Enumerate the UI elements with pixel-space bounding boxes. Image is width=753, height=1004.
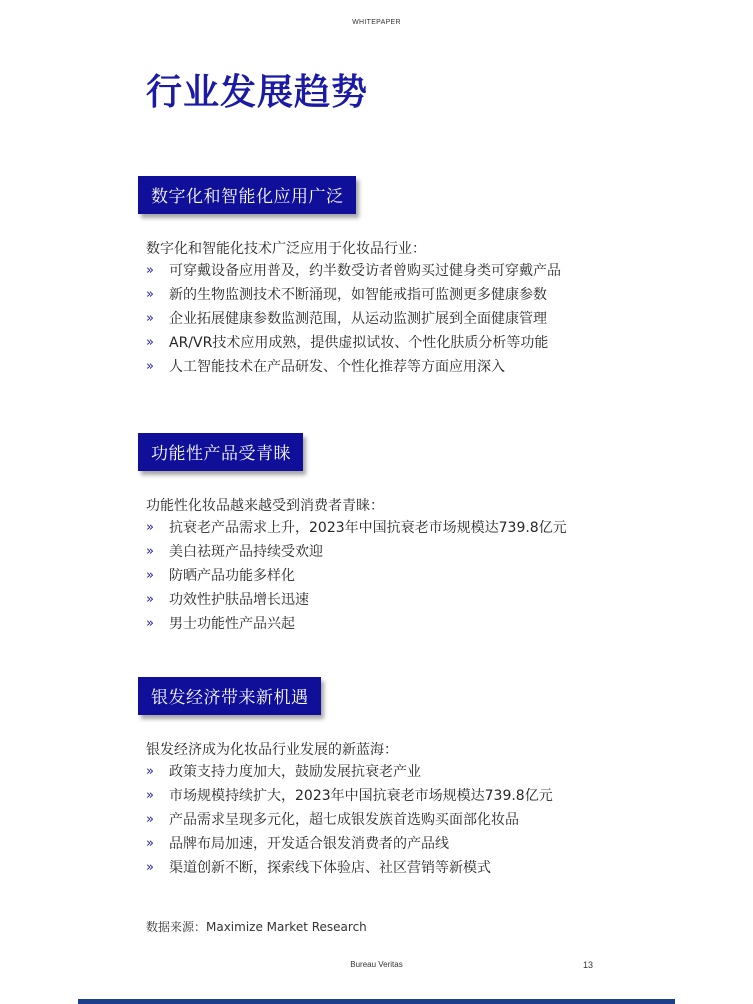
double-chevron-icon: » bbox=[146, 263, 154, 278]
list-item-text: 品牌布局加速，开发适合银发消费者的产品线 bbox=[169, 836, 449, 852]
section-functional-products bbox=[146, 433, 616, 639]
list-item-text: 美白祛斑产品持续受欢迎 bbox=[169, 544, 323, 560]
list-item-text: 企业拓展健康参数监测范围，从运动监测扩展到全面健康管理 bbox=[169, 311, 547, 327]
list-item bbox=[146, 859, 609, 877]
section-intro: 数字化和智能化技术广泛应用于化妆品行业： bbox=[146, 241, 426, 257]
list-item bbox=[146, 519, 609, 537]
double-chevron-icon: » bbox=[146, 812, 154, 827]
bullet-list bbox=[146, 763, 616, 877]
list-item-text: 市场规模持续扩大，2023年中国抗衰老市场规模达739.8亿元 bbox=[169, 788, 553, 804]
list-item-text: 功效性护肤品增长迅速 bbox=[169, 592, 309, 608]
section-digital-intelligent bbox=[146, 176, 616, 382]
double-chevron-icon: » bbox=[146, 836, 154, 851]
bullet-list bbox=[146, 519, 616, 633]
page-title: 行业发展趋势 bbox=[146, 72, 369, 113]
page-number: 13 bbox=[583, 960, 594, 970]
list-item bbox=[146, 591, 609, 609]
double-chevron-icon: » bbox=[146, 860, 154, 875]
double-chevron-icon: » bbox=[146, 520, 154, 535]
section-intro: 银发经济成为化妆品行业发展的新蓝海： bbox=[146, 742, 398, 758]
list-item bbox=[146, 334, 609, 352]
footer-rule bbox=[78, 999, 675, 1004]
double-chevron-icon: » bbox=[146, 592, 154, 607]
list-item-text: 男士功能性产品兴起 bbox=[169, 616, 295, 632]
double-chevron-icon: » bbox=[146, 788, 154, 803]
double-chevron-icon: » bbox=[146, 359, 154, 374]
list-item bbox=[146, 310, 609, 328]
document-header-label: WHITEPAPER bbox=[352, 19, 401, 26]
list-item bbox=[146, 835, 609, 853]
list-item bbox=[146, 286, 609, 304]
list-item bbox=[146, 787, 609, 805]
section-banner: 功能性产品受青睐 bbox=[138, 433, 303, 471]
double-chevron-icon: » bbox=[146, 287, 154, 302]
list-item-text: 人工智能技术在产品研发、个性化推荐等方面应用深入 bbox=[169, 359, 505, 375]
footer-organization: Bureau Veritas bbox=[350, 960, 403, 969]
list-item-text: 产品需求呈现多元化，超七成银发族首选购买面部化妆品 bbox=[169, 812, 519, 828]
list-item-text: AR/VR技术应用成熟，提供虚拟试妆、个性化肤质分析等功能 bbox=[169, 335, 549, 351]
double-chevron-icon: » bbox=[146, 311, 154, 326]
list-item bbox=[146, 615, 609, 633]
list-item bbox=[146, 567, 609, 585]
section-intro: 功能性化妆品越来越受到消费者青睐： bbox=[146, 498, 384, 514]
list-item-text: 渠道创新不断，探索线下体验店、社区营销等新模式 bbox=[169, 860, 491, 876]
list-item bbox=[146, 811, 609, 829]
list-item-text: 政策支持力度加大，鼓励发展抗衰老产业 bbox=[169, 764, 421, 780]
source-note: 数据来源：Maximize Market Research bbox=[146, 920, 367, 934]
list-item-text: 可穿戴设备应用普及，约半数受访者曾购买过健身类可穿戴产品 bbox=[169, 263, 561, 279]
double-chevron-icon: » bbox=[146, 764, 154, 779]
bullet-list bbox=[146, 262, 616, 376]
section-banner: 银发经济带来新机遇 bbox=[138, 677, 321, 715]
list-item bbox=[146, 763, 609, 781]
section-silver-economy bbox=[146, 677, 616, 883]
list-item bbox=[146, 543, 609, 561]
list-item-text: 抗衰老产品需求上升，2023年中国抗衰老市场规模达739.8亿元 bbox=[169, 520, 567, 536]
double-chevron-icon: » bbox=[146, 616, 154, 631]
double-chevron-icon: » bbox=[146, 335, 154, 350]
list-item bbox=[146, 262, 609, 280]
list-item-text: 新的生物监测技术不断涌现，如智能戒指可监测更多健康参数 bbox=[169, 287, 547, 303]
double-chevron-icon: » bbox=[146, 568, 154, 583]
section-banner: 数字化和智能化应用广泛 bbox=[138, 176, 356, 214]
list-item bbox=[146, 358, 609, 376]
list-item-text: 防晒产品功能多样化 bbox=[169, 568, 295, 584]
double-chevron-icon: » bbox=[146, 544, 154, 559]
